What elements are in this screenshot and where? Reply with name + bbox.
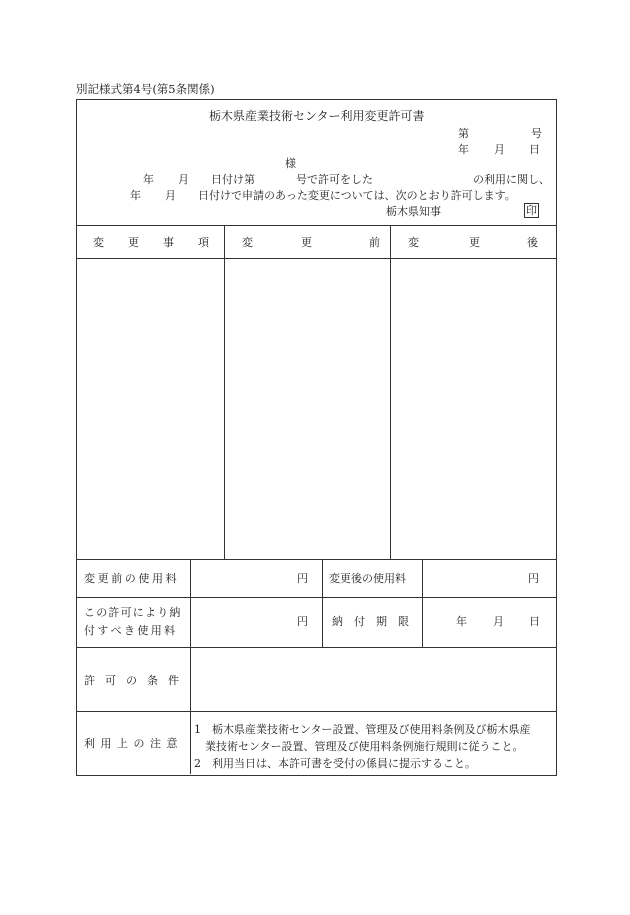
date-year: 年 <box>458 143 469 156</box>
body1-day-dai: 日付け第 <box>211 173 255 186</box>
addressee-suffix: 様 <box>285 157 296 170</box>
conditions-label: 許可の条件 <box>84 674 189 687</box>
date-month: 月 <box>494 143 505 156</box>
fee-payable-yen: 円 <box>297 615 308 628</box>
body2-text: 日付けで申請のあった変更については、次のとおり許可します。 <box>198 189 516 202</box>
usage-notes <box>194 721 552 772</box>
fee-after-yen: 円 <box>528 572 539 585</box>
header-before-char: 更 <box>301 236 312 249</box>
number-go: 号 <box>531 127 542 140</box>
header-before-char: 変 <box>242 236 253 249</box>
issuer: 栃木県知事 <box>386 205 441 218</box>
body1-year: 年 <box>143 173 154 186</box>
header-after-char: 更 <box>469 236 480 249</box>
notes-label: 利用上の注意 <box>84 737 183 750</box>
rule-col-label <box>190 559 191 774</box>
header-before-char: 前 <box>369 236 380 249</box>
header-after-char: 変 <box>408 236 419 249</box>
rule-col-item <box>224 225 225 559</box>
deadline-year: 年 <box>456 615 467 628</box>
rule-fee-bottom <box>76 597 556 598</box>
body1-month: 月 <box>178 173 189 186</box>
fee-before-label: 変更前の使用料 <box>84 572 180 585</box>
document-title: 栃木県産業技術センター利用変更許可書 <box>209 109 425 123</box>
rule-header-top <box>76 225 556 226</box>
form-caption: 別記様式第4号(第5条関係) <box>76 82 215 96</box>
rule-conditions-bottom <box>76 711 556 712</box>
body2-year: 年 <box>130 189 141 202</box>
header-item-char: 事 <box>163 236 174 249</box>
rule-col-before <box>390 225 391 559</box>
deadline-label: 納付期限 <box>332 615 420 628</box>
note-line: 業技術センター設置、管理及び使用料条例施行規則に従うこと。 <box>194 740 524 753</box>
fee-payable-label-2: 付すべき使用料 <box>84 624 178 637</box>
rule-header-bottom <box>76 258 556 259</box>
body1-go-permit: 号で許可をした <box>296 173 373 186</box>
header-item-char: 更 <box>128 236 139 249</box>
header-item-char: 変 <box>93 236 104 249</box>
rule-col-right <box>422 559 423 647</box>
fee-after-label: 変更後の使用料 <box>329 572 406 585</box>
rule-col-mid <box>322 559 323 647</box>
note-line: 2 利用当日は、本許可書を受付の係員に提示すること。 <box>194 757 476 770</box>
note-line: 1 栃木県産業技術センター設置、管理及び使用料条例及び栃木県産 <box>194 723 531 736</box>
body1-usage: の利用に関し、 <box>473 173 550 186</box>
fee-payable-label-1: この許可により納 <box>84 606 182 619</box>
header-after-char: 後 <box>527 236 538 249</box>
header-item-char: 項 <box>198 236 209 249</box>
deadline-day: 日 <box>529 615 540 628</box>
fee-before-yen: 円 <box>297 572 308 585</box>
seal-mark: 印 <box>526 204 537 217</box>
date-day: 日 <box>529 143 540 156</box>
deadline-month: 月 <box>493 615 504 628</box>
rule-fee-top <box>76 559 556 560</box>
rule-payable-bottom <box>76 647 556 648</box>
number-dai: 第 <box>458 127 469 140</box>
body2-month: 月 <box>165 189 176 202</box>
